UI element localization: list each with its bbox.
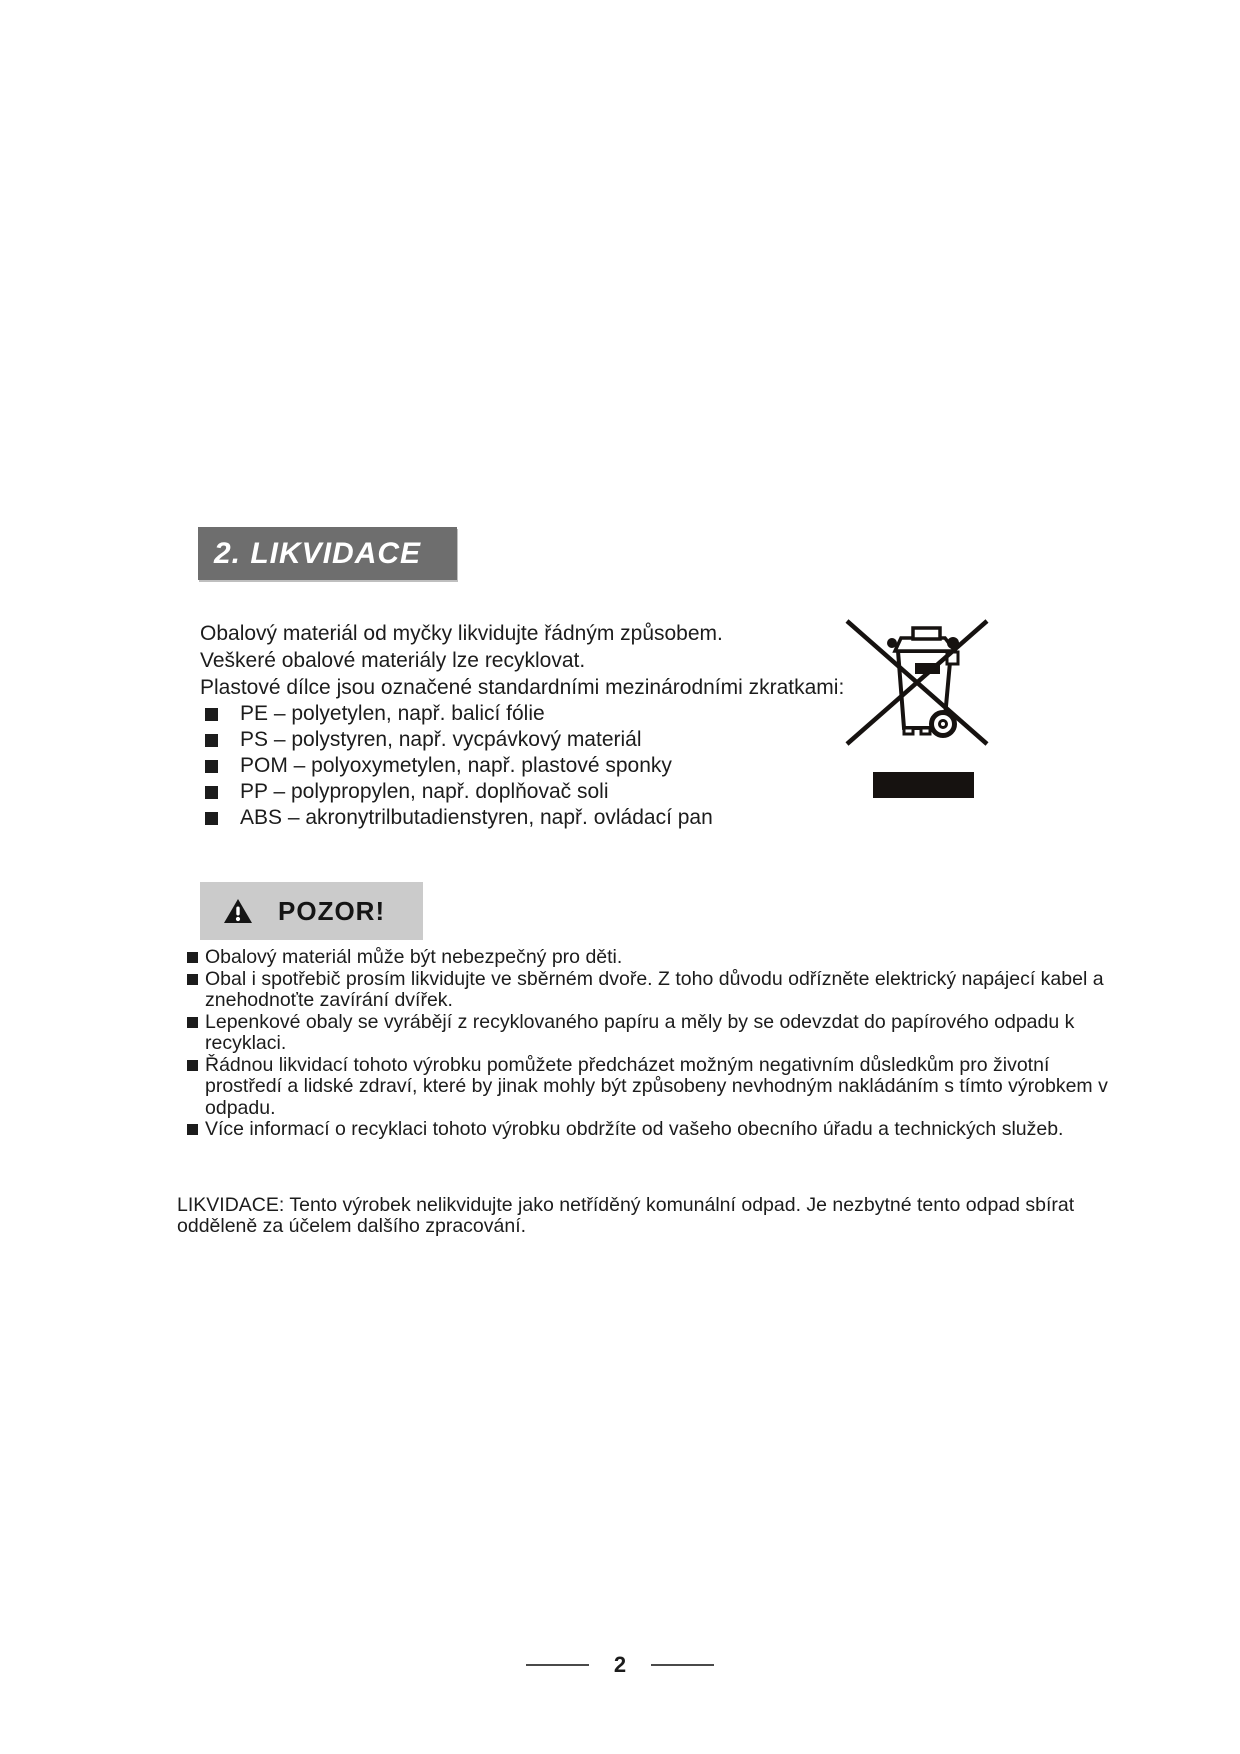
list-item <box>205 779 713 805</box>
square-bullet-icon <box>187 974 198 985</box>
square-bullet-icon <box>187 1060 198 1071</box>
weee-black-bar <box>873 772 974 798</box>
intro-line: Veškeré obalové materiály lze recyklovat. <box>200 649 586 672</box>
list-item-label: Více informací o recyklaci tohoto výrobku obdržíte od vašeho obecního úřadu a technických služeb. <box>205 1118 1064 1140</box>
list-item <box>205 727 713 753</box>
list-item <box>187 947 1132 969</box>
list-item-label: Obalový materiál může být nebezpečný pro děti. <box>205 946 623 968</box>
list-item <box>187 1055 1132 1120</box>
list-item <box>187 1119 1132 1141</box>
list-item <box>205 753 713 779</box>
square-bullet-icon <box>205 734 218 747</box>
square-bullet-icon <box>205 786 218 799</box>
square-bullet-icon <box>205 812 218 825</box>
list-item <box>187 1012 1132 1055</box>
square-bullet-icon <box>187 1017 198 1028</box>
list-item <box>205 701 713 727</box>
list-item-label: PS – polystyren, např. vycpávkový materiál <box>240 728 642 751</box>
list-item-label: ABS – akronytrilbutadienstyren, např. ovládací pan <box>240 806 713 829</box>
list-item-label: PP – polypropylen, např. doplňovač soli <box>240 780 609 803</box>
crossed-out-wheelie-bin-icon <box>845 612 990 755</box>
warning-box <box>200 882 423 940</box>
warning-triangle-icon <box>223 898 253 924</box>
list-item-label: POM – polyoxymetylen, např. plastové sponky <box>240 754 672 777</box>
warning-title: POZOR! <box>278 895 386 926</box>
warning-list <box>187 947 1132 1141</box>
intro-paragraph <box>200 620 844 701</box>
section-title: 2. LIKVIDACE <box>198 527 457 580</box>
intro-line: Obalový materiál od myčky likvidujte řádným způsobem. <box>200 622 723 645</box>
square-bullet-icon <box>187 1124 198 1135</box>
list-item-label: Obal i spotřebič prosím likvidujte ve sběrném dvoře. Z toho důvodu odřízněte elektrický napájecí kabel a znehodnoťte zavírání dvířek. <box>205 967 1104 1011</box>
plastic-abbreviation-list <box>205 701 713 831</box>
footer-rule-right <box>651 1664 714 1666</box>
list-item-label: Lepenkové obaly se vyrábějí z recyklovaného papíru a měly by se odevzdat do papírového odpadu k recyklaci. <box>205 1010 1075 1054</box>
square-bullet-icon <box>205 760 218 773</box>
list-item <box>205 805 713 831</box>
page-footer <box>0 1650 1240 1680</box>
square-bullet-icon <box>187 952 198 963</box>
page-number: 2 <box>613 1652 627 1677</box>
intro-line: Plastové dílce jsou označené standardními mezinárodními zkratkami: <box>200 676 845 699</box>
list-item-label: Řádnou likvidací tohoto výrobku pomůžete předcházet možným negativním důsledkům pro životní prostředí a lidské zdraví, které by jinak mohly být způsobeny nevhodným nakládáním s tímto výrobkem v odpadu. <box>205 1053 1108 1119</box>
list-item-label: PE – polyetylen, např. balicí fólie <box>240 702 545 725</box>
list-item <box>187 969 1132 1012</box>
footer-rule-left <box>526 1664 589 1666</box>
disposal-note: LIKVIDACE: Tento výrobek nelikvidujte jako netříděný komunální odpad. Je nezbytné tento odpad sbírat odděleně za účelem dalšího zpracování. <box>177 1194 1075 1237</box>
square-bullet-icon <box>205 708 218 721</box>
